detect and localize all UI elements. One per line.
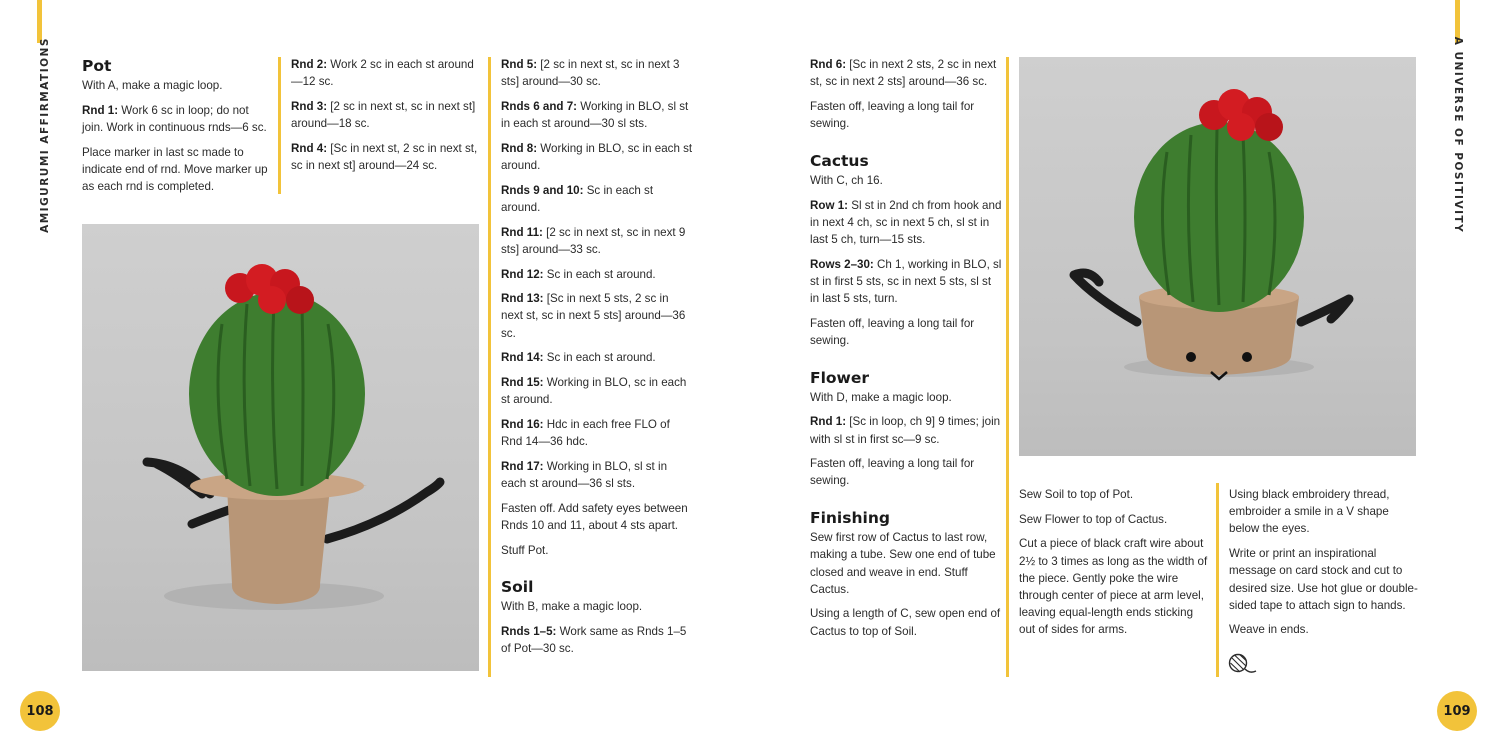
column-rule bbox=[1006, 57, 1009, 677]
cactus-row-1: Row 1: Sl st in 2nd ch from hook and in next 4 ch, sc in next 5 ch, sl st in last 5 ch, turn—15 sts. bbox=[810, 198, 1002, 246]
rnd-5: Rnd 5: [2 sc in next st, sc in next 3 sts] around—30 sc. bbox=[501, 58, 680, 89]
rnd-3: Rnd 3: [2 sc in next st, sc in next st] around—18 sc. bbox=[291, 99, 476, 131]
flower-intro: With D, make a magic loop. bbox=[810, 390, 952, 404]
rnd-11: Rnd 11: [2 sc in next st, sc in next 9 sts] around—33 sc. bbox=[501, 225, 686, 256]
pot-heading: Pot bbox=[82, 57, 112, 75]
pot-column bbox=[82, 56, 272, 203]
rnd-6: Rnd 6: [Sc in next 2 sts, 2 sc in next st, sc in next 2 sts] around—36 sc. bbox=[810, 58, 997, 89]
cactus-heading: Cactus bbox=[810, 151, 869, 170]
cactus-rows-2-30: Rows 2–30: Ch 1, working in BLO, sl st in first 5 sts, sc in next 5 sts, sl st in last 5 sts, turn. bbox=[810, 257, 1002, 306]
weave-in-ends: Weave in ends. bbox=[1229, 623, 1309, 637]
rnd-13: Rnd 13: [Sc in next 5 sts, 2 sc in next st, sc in next 5 sts] around—36 sc. bbox=[501, 292, 686, 340]
sew-flower: Sew Flower to top of Cactus. bbox=[1019, 512, 1168, 526]
fasten-off-eyes: Fasten off. Add safety eyes between Rnds 10 and 11, about 4 sts apart. bbox=[501, 501, 688, 532]
soil-intro: With B, make a magic loop. bbox=[501, 600, 643, 614]
soil-fasten-off: Fasten off, leaving a long tail for sewing. bbox=[810, 99, 975, 131]
rnd-14: Rnd 14: Sc in each st around. bbox=[501, 351, 656, 365]
finishing-heading: Finishing bbox=[810, 509, 890, 528]
rnd-8: Rnd 8: Working in BLO, sc in each st around. bbox=[501, 141, 693, 173]
rnds-9-10: Rnds 9 and 10: Sc in each st around. bbox=[501, 183, 654, 214]
rnd-4: Rnd 4: [Sc in next st, 2 sc in next st, sc in next st] around—24 sc. bbox=[291, 141, 478, 173]
stuff-pot: Stuff Pot. bbox=[501, 543, 549, 557]
soil-rnds: Rnds 1–5: Work same as Rnds 1–5 of Pot—30 sc. bbox=[501, 625, 687, 656]
rnd-15: Rnd 15: Working in BLO, sc in each st around. bbox=[501, 376, 687, 407]
pot-intro: With A, make a magic loop. bbox=[82, 79, 223, 92]
inspirational-sign: Write or print an inspirational message on card stock and cut to desired size. Use hot glue or double-sided tape to attach sign to hands. bbox=[1229, 547, 1418, 612]
column-rule bbox=[488, 57, 491, 677]
flower-rnd-1: Rnd 1: [Sc in loop, ch 9] 9 times; join with sl st in first sc—9 sc. bbox=[810, 415, 1001, 446]
page-number-right: 109 bbox=[1437, 691, 1477, 731]
rnd-2: Rnd 2: Work 2 sc in each st around—12 sc. bbox=[291, 58, 474, 89]
running-head-right: A UNIVERSE OF POSITIVITY bbox=[1452, 36, 1464, 234]
rnd-12: Rnd 12: Sc in each st around. bbox=[501, 267, 656, 281]
pot-rnd-1: Rnd 1: Work 6 sc in loop; do not join. Work in continuous rnds—6 sc. bbox=[82, 103, 267, 134]
page-number-left: 108 bbox=[20, 691, 60, 731]
embroider-smile: Using black embroidery thread, embroider a smile in a V shape below the eyes. bbox=[1229, 488, 1390, 536]
cactus-photo-right bbox=[1019, 57, 1416, 456]
flower-fasten-off: Fasten off, leaving a long tail for sewing. bbox=[810, 457, 975, 488]
running-head-left: AMIGURUMI AFFIRMATIONS bbox=[39, 37, 51, 233]
column-rule bbox=[278, 57, 281, 194]
finishing-column-3 bbox=[1229, 486, 1421, 646]
pot-marker-note: Place marker in last sc made to indicate end of rnd. Move marker up as each rnd is completed. bbox=[82, 145, 268, 194]
rnd-17: Rnd 17: Working in BLO, sl st in each st around—36 sl sts. bbox=[501, 459, 668, 491]
soil-cactus-flower-column bbox=[810, 56, 1002, 647]
cactus-intro: With C, ch 16. bbox=[810, 173, 883, 187]
pot-rounds-column-2 bbox=[501, 56, 693, 665]
finishing-column-2 bbox=[1019, 486, 1209, 646]
rnd-16: Rnd 16: Hdc in each free FLO of Rnd 14—36 hdc. bbox=[501, 417, 670, 449]
rnds-6-7: Rnds 6 and 7: Working in BLO, sl st in each st around—30 sl sts. bbox=[501, 99, 689, 131]
sew-soil: Sew Soil to top of Pot. bbox=[1019, 488, 1134, 501]
craft-wire-arms: Cut a piece of black craft wire about 2½ to 3 times as long as the width of the piece. Gently poke the wire through center of piece at arm level, leaving equal-length ends sticking out of sides for arms. bbox=[1019, 537, 1208, 637]
yarn-ball-icon bbox=[1228, 653, 1258, 677]
column-rule bbox=[1216, 483, 1219, 677]
cactus-fasten-off: Fasten off, leaving a long tail for sewing. bbox=[810, 316, 975, 347]
finishing-step-1: Sew first row of Cactus to last row, making a tube. Sew one end of tube closed and weave in end. Stuff Cactus. bbox=[810, 531, 996, 596]
flower-heading: Flower bbox=[810, 368, 870, 387]
finishing-step-2: Using a length of C, sew open end of Cactus to top of Soil. bbox=[810, 607, 1001, 638]
cactus-photo-left bbox=[82, 224, 479, 671]
pot-rounds-column bbox=[291, 56, 481, 182]
soil-heading: Soil bbox=[501, 578, 534, 597]
